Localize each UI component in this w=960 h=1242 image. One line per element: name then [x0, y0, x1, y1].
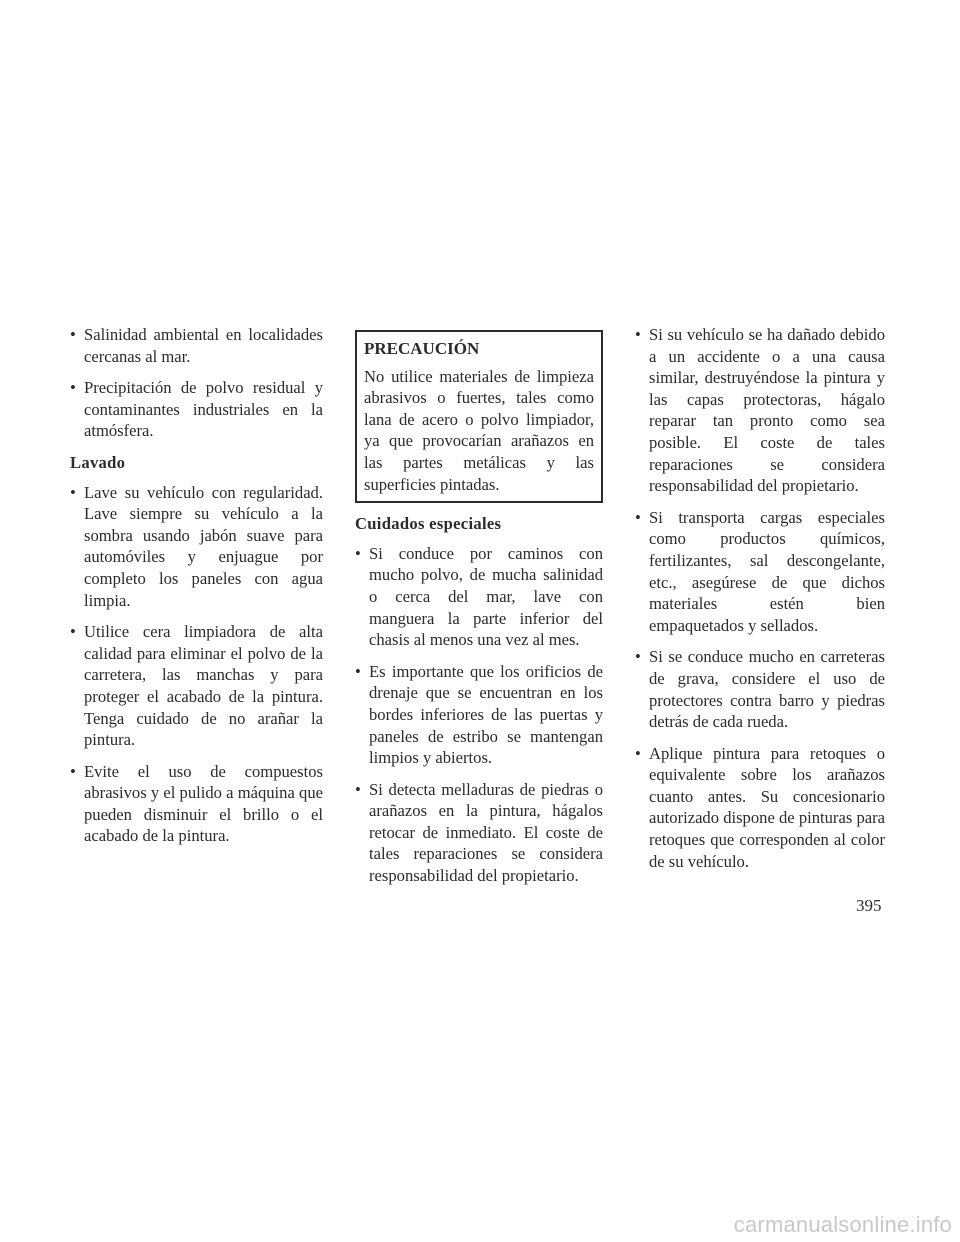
list-item-text: Si conduce por caminos con mucho polvo, de mucha salinidad o cerca del mar, lave con manguera la parte inferior del chasis al menos una vez al mes.: [369, 543, 603, 650]
bullet-dot: •: [70, 325, 76, 344]
bullet-dot: •: [355, 543, 361, 563]
list-item-text: Si su vehículo se ha dañado debido a un accidente o a una causa similar, destruyéndose la pintura y las capas protectoras, hágalo reparar tan pronto como sea posible. El coste de tales reparaciones se considera responsabilidad del propietario.: [649, 325, 885, 496]
bullet-dot: •: [635, 743, 641, 763]
list-item-text: Aplique pintura para retoques o equivalente sobre los arañazos cuanto antes. Su concesionario autorizado dispone de pinturas para retoques que corresponden al color de su vehículo.: [649, 743, 885, 871]
column-3: [635, 324, 885, 882]
list-item: [635, 646, 885, 732]
bullet-dot: •: [70, 761, 76, 781]
list-item: [70, 324, 323, 367]
list-item: [635, 743, 885, 873]
bullet-dot: •: [635, 325, 641, 344]
list-item-text: Es importante que los orificios de drenaje que se encuentran en los bordes inferiores de las puertas y paneles de estribo se mantengan limpios y abiertos.: [369, 661, 603, 768]
bullet-dot: •: [635, 507, 641, 527]
column-2: [355, 330, 603, 897]
list-item-text: Precipitación de polvo residual y contaminantes industriales en la atmósfera.: [84, 378, 323, 441]
bullet-dot: •: [70, 622, 76, 642]
caution-title: PRECAUCIÓN: [364, 339, 480, 358]
list-item: [70, 377, 323, 442]
list-item-text: Utilice cera limpiadora de alta calidad para eliminar el polvo de la carretera, las manchas y para proteger el acabado de la pintura. Tenga cuidado de no arañar la pintura.: [84, 622, 323, 750]
bullet-dot: •: [635, 647, 641, 667]
list-item-text: Si transporta cargas especiales como productos químicos, fertilizantes, sal descongelante, etc., asegúrese de que dichos materiales estén bien empaquetados y sellados.: [649, 507, 885, 635]
list-item-text: Si se conduce mucho en carreteras de grava, considere el uso de protectores contra barro y piedras detrás de cada rueda.: [649, 647, 885, 732]
section-heading-cuidados: Cuidados especiales: [355, 514, 502, 534]
list-item: [355, 661, 603, 769]
column-1: [70, 324, 323, 857]
list-item-text: Evite el uso de compuestos abrasivos y el pulido a máquina que pueden disminuir el brillo o el acabado de la pintura.: [84, 761, 323, 846]
caution-body: No utilice materiales de limpieza abrasivos o fuertes, tales como lana de acero o polvo limpiador, ya que provocarían arañazos en las partes metálicas y las superficies pintadas.: [364, 366, 594, 494]
list-item: [635, 507, 885, 637]
section-heading-lavado: Lavado: [70, 452, 126, 472]
watermark: carmanualsonline.info: [733, 1212, 952, 1237]
caution-box: [355, 330, 603, 503]
bullet-dot: •: [70, 482, 76, 502]
list-item: [635, 324, 885, 497]
list-item-text: Salinidad ambiental en localidades cercanas al mar.: [84, 325, 323, 366]
list-item-text: Si detecta melladuras de piedras o arañazos en la pintura, hágalos retocar de inmediato. El coste de tales reparaciones se considera responsabilidad del propietario.: [369, 779, 603, 886]
page-number: 395: [856, 896, 882, 915]
list-item-text: Lave su vehículo con regularidad. Lave siempre su vehículo a la sombra usando jabón suave para automóviles y enjuague por completo los paneles con agua limpia.: [84, 482, 323, 610]
list-item: [70, 482, 323, 612]
list-item: [70, 761, 323, 847]
list-item: [355, 779, 603, 887]
bullet-dot: •: [70, 378, 76, 398]
bullet-dot: •: [355, 661, 361, 681]
bullet-dot: •: [355, 779, 361, 799]
list-item: [355, 543, 603, 651]
list-item: [70, 621, 323, 751]
